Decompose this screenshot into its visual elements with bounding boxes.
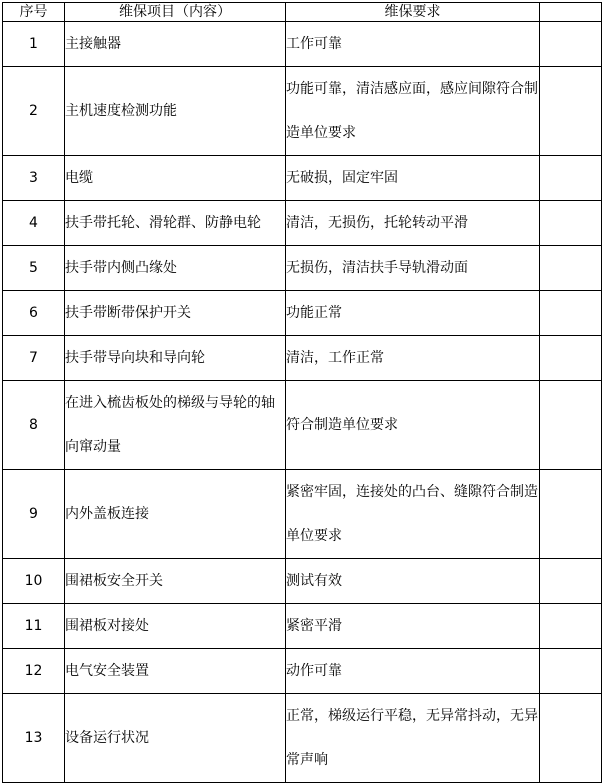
table-row	[3, 156, 602, 201]
row-number: 13	[3, 694, 65, 783]
header-requirement: 维保要求	[286, 3, 540, 22]
row-requirement: 符合制造单位要求	[286, 381, 540, 470]
row-number: 1	[3, 22, 65, 67]
row-number: 4	[3, 201, 65, 246]
row-number: 12	[3, 649, 65, 694]
row-extra-cell	[540, 649, 602, 694]
row-extra-cell	[540, 291, 602, 336]
row-extra-cell	[540, 336, 602, 381]
row-item: 在进入梳齿板处的梯级与导轮的轴向窜动量	[65, 381, 286, 470]
table-row	[3, 649, 602, 694]
row-number: 6	[3, 291, 65, 336]
row-requirement: 无损伤，清洁扶手导轨滑动面	[286, 246, 540, 291]
table-row	[3, 201, 602, 246]
row-item: 扶手带断带保护开关	[65, 291, 286, 336]
table-row	[3, 67, 602, 156]
row-requirement: 清洁，工作正常	[286, 336, 540, 381]
row-extra-cell	[540, 381, 602, 470]
row-requirement: 工作可靠	[286, 22, 540, 67]
table-row	[3, 604, 602, 649]
row-item: 主接触器	[65, 22, 286, 67]
maintenance-table	[2, 2, 602, 783]
row-item: 电缆	[65, 156, 286, 201]
row-extra-cell	[540, 694, 602, 783]
row-requirement: 紧密平滑	[286, 604, 540, 649]
row-requirement: 动作可靠	[286, 649, 540, 694]
row-number: 10	[3, 559, 65, 604]
row-item: 主机速度检测功能	[65, 67, 286, 156]
table-row	[3, 694, 602, 783]
row-extra-cell	[540, 201, 602, 246]
header-row	[3, 3, 602, 22]
row-extra-cell	[540, 604, 602, 649]
row-extra-cell	[540, 22, 602, 67]
row-extra-cell	[540, 559, 602, 604]
table-row	[3, 246, 602, 291]
row-extra-cell	[540, 156, 602, 201]
row-requirement: 功能正常	[286, 291, 540, 336]
row-requirement: 正常，梯级运行平稳，无异常抖动，无异常声响	[286, 694, 540, 783]
row-item: 围裙板安全开关	[65, 559, 286, 604]
row-item: 扶手带导向块和导向轮	[65, 336, 286, 381]
table-row	[3, 559, 602, 604]
row-item: 围裙板对接处	[65, 604, 286, 649]
row-requirement: 紧密牢固，连接处的凸台、缝隙符合制造单位要求	[286, 470, 540, 559]
row-number: 9	[3, 470, 65, 559]
row-item: 扶手带托轮、滑轮群、防静电轮	[65, 201, 286, 246]
table-row	[3, 22, 602, 67]
table-row	[3, 291, 602, 336]
table-row	[3, 381, 602, 470]
row-item: 扶手带内侧凸缘处	[65, 246, 286, 291]
row-number: 2	[3, 67, 65, 156]
table-row	[3, 336, 602, 381]
table-row	[3, 470, 602, 559]
row-item: 设备运行状况	[65, 694, 286, 783]
row-requirement: 无破损，固定牢固	[286, 156, 540, 201]
row-number: 5	[3, 246, 65, 291]
row-requirement: 功能可靠，清洁感应面，感应间隙符合制造单位要求	[286, 67, 540, 156]
row-item: 内外盖板连接	[65, 470, 286, 559]
row-number: 8	[3, 381, 65, 470]
row-item: 电气安全装置	[65, 649, 286, 694]
header-no: 序号	[3, 3, 65, 22]
header-item: 维保项目（内容）	[65, 3, 286, 22]
row-requirement: 测试有效	[286, 559, 540, 604]
row-extra-cell	[540, 470, 602, 559]
row-extra-cell	[540, 67, 602, 156]
row-number: 3	[3, 156, 65, 201]
row-requirement: 清洁，无损伤，托轮转动平滑	[286, 201, 540, 246]
row-extra-cell	[540, 246, 602, 291]
header-extra	[540, 3, 602, 22]
row-number: 11	[3, 604, 65, 649]
row-number: 7	[3, 336, 65, 381]
